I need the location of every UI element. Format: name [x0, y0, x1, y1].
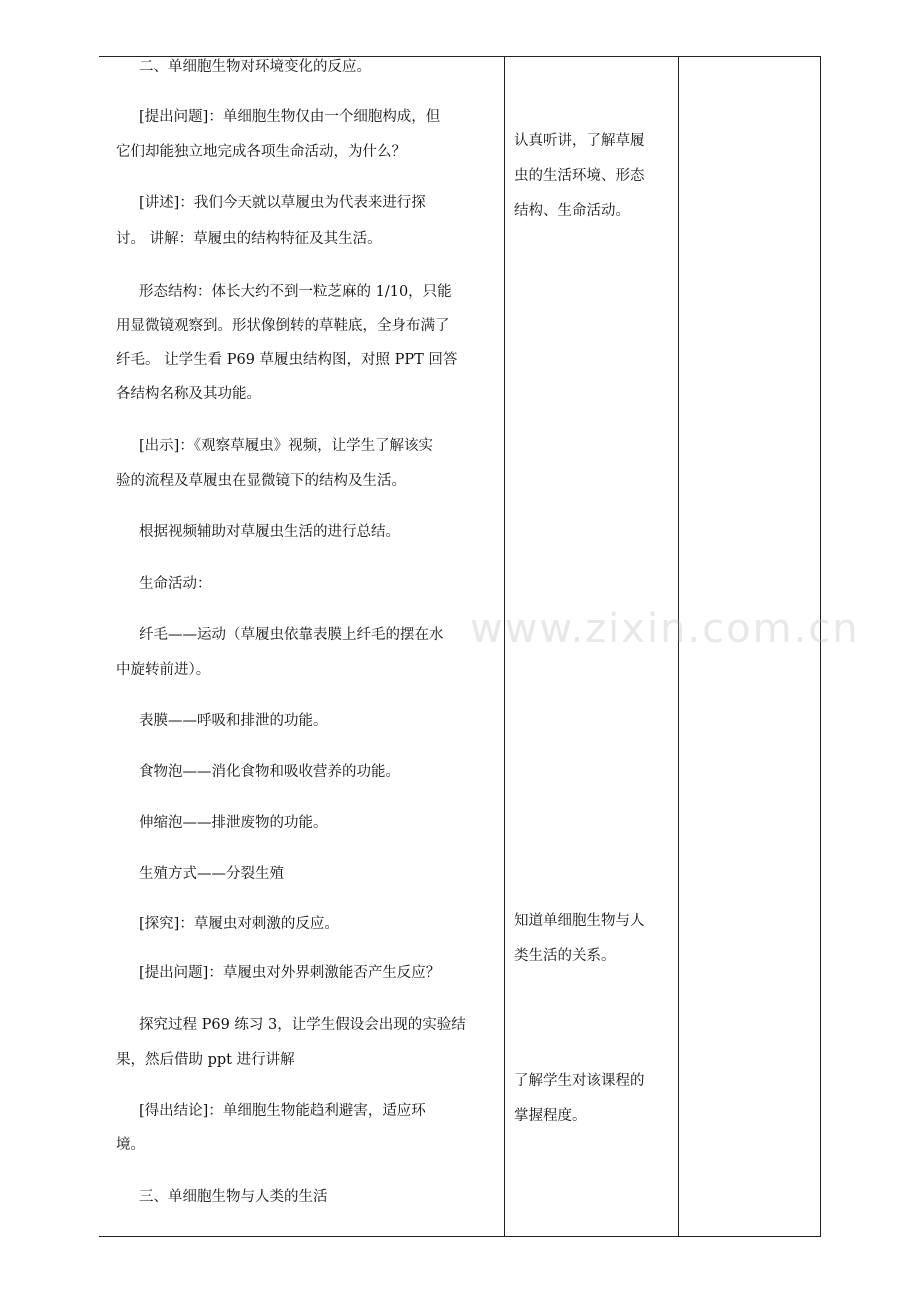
- paragraph-line: 伸缩泡——排泄废物的功能。: [139, 815, 328, 831]
- paragraph-line: 讨。 讲解：草履虫的结构特征及其生活。: [116, 231, 382, 247]
- paragraph-line: 类生活的关系。: [514, 948, 616, 964]
- paragraph-line: 验的流程及草履虫在显微镜下的结构及生活。: [116, 473, 406, 489]
- paragraph-line: 了解学生对该课程的: [514, 1073, 645, 1089]
- paragraph-line: 结构、生命活动。: [514, 203, 630, 219]
- paragraph-line: [讲述]：我们今天就以草履虫为代表来进行探: [139, 195, 426, 211]
- section-heading: 二、单细胞生物对环境变化的反应。: [139, 59, 371, 75]
- paragraph-line: 根据视频辅助对草履虫生活的进行总结。: [139, 524, 400, 540]
- paragraph-line: [提出问题]：草履虫对外界刺激能否产生反应？: [139, 965, 441, 981]
- paragraph-line: 探究过程 P69 练习 3，让学生假设会出现的实验结: [139, 1017, 466, 1033]
- paragraph-line: 纤毛——运动（草履虫依靠表膜上纤毛的摆在水: [139, 627, 444, 643]
- paragraph-line: 境。: [116, 1137, 145, 1153]
- paragraph-line: 各结构名称及其功能。: [116, 386, 261, 402]
- paragraph-line: 形态结构：体长大约不到一粒芝麻的 1/10，只能: [139, 284, 452, 300]
- paragraph-line: 表膜——呼吸和排泄的功能。: [139, 713, 328, 729]
- paragraph-line: [出示]：《观察草履虫》视频，让学生了解该实: [139, 438, 434, 454]
- paragraph-line: 掌握程度。: [514, 1108, 587, 1124]
- section-heading: 三、单细胞生物与人类的生活: [139, 1189, 328, 1205]
- paragraph-line: 虫的生活环境、形态: [514, 168, 645, 184]
- paragraph-line: 知道单细胞生物与人: [514, 913, 645, 929]
- paragraph-line: 用显微镜观察到。形状像倒转的草鞋底，全身布满了: [116, 318, 450, 334]
- watermark: www.zixin.com.cn: [470, 606, 860, 652]
- paragraph-line: [得出结论]：单细胞生物能趋利避害，适应环: [139, 1103, 426, 1119]
- paragraph-line: [提出问题]：单细胞生物仅由一个细胞构成，但: [139, 109, 441, 125]
- paragraph-line: 食物泡——消化食物和吸收营养的功能。: [139, 764, 400, 780]
- paragraph-line: 它们却能独立地完成各项生命活动，为什么？: [116, 144, 406, 160]
- paragraph-line: 认真听讲，了解草履: [514, 133, 645, 149]
- paragraph-line: 果，然后借助 ppt 进行讲解: [116, 1052, 295, 1068]
- paragraph-line: 中旋转前进）。: [116, 662, 211, 678]
- paragraph-line: 纤毛。 让学生看 P69 草履虫结构图，对照 PPT 回答: [116, 352, 458, 368]
- teacher-activity-column: [99, 56, 504, 1237]
- paragraph-line: [探究]：草履虫对刺激的反应。: [139, 916, 339, 932]
- paragraph-line: 生殖方式——分裂生殖: [139, 866, 284, 882]
- paragraph-line: 生命活动：: [139, 576, 212, 592]
